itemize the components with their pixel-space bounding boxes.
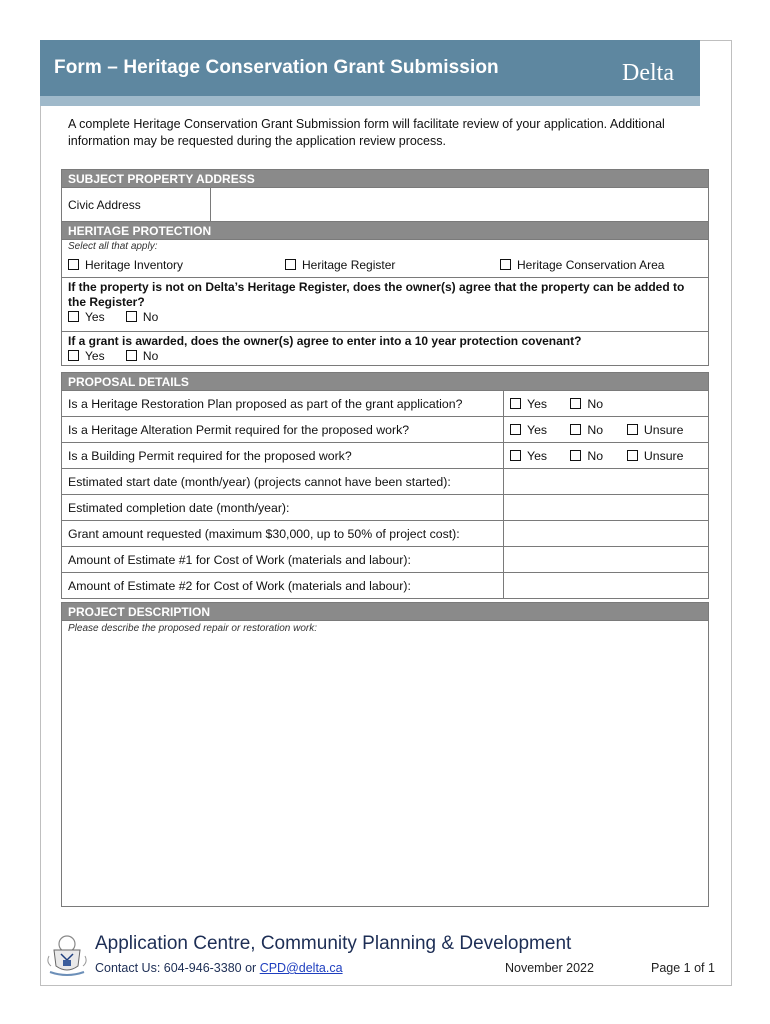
building-yes-checkbox[interactable] <box>510 449 567 463</box>
footer-contact <box>95 961 343 975</box>
yes-label: Yes <box>527 448 548 463</box>
checkbox-icon <box>627 424 638 435</box>
select-all-note: Select all that apply: <box>68 241 158 252</box>
restoration-yes-checkbox[interactable] <box>510 397 567 411</box>
description-table <box>61 602 709 907</box>
register-no-checkbox[interactable] <box>126 310 158 325</box>
alteration-no-checkbox[interactable] <box>570 423 623 437</box>
covenant-no-checkbox[interactable] <box>126 349 158 364</box>
estimate2-label: Amount of Estimate #2 for Cost of Work (materials and labour): <box>62 573 504 599</box>
checkbox-icon <box>126 311 137 322</box>
yes-label: Yes <box>527 396 548 411</box>
footer-date: November 2022 <box>505 961 594 975</box>
email-link[interactable]: CPD@delta.ca <box>259 961 343 975</box>
proposal-table <box>61 372 709 599</box>
option-label: Heritage Conservation Area <box>517 258 665 272</box>
checkbox-icon <box>627 450 638 461</box>
project-description-field[interactable] <box>62 621 709 907</box>
checkbox-icon <box>570 398 581 409</box>
heritage-conservation-area-checkbox[interactable] <box>500 258 664 272</box>
start-date-field[interactable] <box>504 469 709 495</box>
grant-amount-label: Grant amount requested (maximum $30,000, up to 50% of project cost): <box>62 521 504 547</box>
checkbox-icon <box>68 311 79 322</box>
heritage-register-checkbox[interactable] <box>285 258 395 272</box>
checkbox-icon <box>126 350 137 361</box>
estimate1-label: Amount of Estimate #1 for Cost of Work (materials and labour): <box>62 547 504 573</box>
checkbox-icon <box>510 450 521 461</box>
no-label: No <box>142 310 159 324</box>
register-yes-checkbox[interactable] <box>68 310 105 325</box>
section-proposal-details: PROPOSAL DETAILS <box>62 373 709 391</box>
estimate2-field[interactable] <box>504 573 709 599</box>
alteration-yes-checkbox[interactable] <box>510 423 567 437</box>
option-label: Heritage Inventory <box>85 258 184 272</box>
footer-title: Application Centre, Community Planning & Development <box>95 933 572 954</box>
completion-date-label: Estimated completion date (month/year): <box>62 495 504 521</box>
yes-label: Yes <box>85 349 105 363</box>
civic-address-field[interactable] <box>211 188 709 222</box>
yes-label: Yes <box>527 422 548 437</box>
heritage-inventory-checkbox[interactable] <box>68 258 183 272</box>
building-unsure-checkbox[interactable] <box>627 449 684 463</box>
section-project-description: PROJECT DESCRIPTION <box>62 603 709 621</box>
register-question: If the property is not on Delta’s Heritage Register, does the owner(s) agree that the property can be added to the Register? <box>68 280 685 309</box>
checkbox-icon <box>68 350 79 361</box>
unsure-label: Unsure <box>643 422 684 437</box>
building-no-checkbox[interactable] <box>570 449 623 463</box>
start-date-label: Estimated start date (month/year) (projects cannot have been started): <box>62 469 504 495</box>
option-label: Heritage Register <box>302 258 396 272</box>
intro-text: A complete Heritage Conservation Grant Submission form will facilitate review of your application. Additional information may be requested during the application review process. <box>68 117 665 148</box>
civic-address-label: Civic Address <box>62 188 211 222</box>
page-number: Page 1 of 1 <box>651 961 715 975</box>
alteration-permit-question: Is a Heritage Alteration Permit required for the proposed work? <box>62 417 504 443</box>
section-heritage-protection: HERITAGE PROTECTION <box>62 222 709 240</box>
form-title: Form – Heritage Conservation Grant Submission <box>54 57 499 78</box>
section-subject-property: SUBJECT PROPERTY ADDRESS <box>62 170 709 188</box>
property-table <box>61 169 709 366</box>
alteration-unsure-checkbox[interactable] <box>627 423 684 437</box>
description-note: Please describe the proposed repair or restoration work: <box>68 623 318 634</box>
no-label: No <box>587 448 604 463</box>
restoration-plan-question: Is a Heritage Restoration Plan proposed as part of the grant application? <box>62 391 504 417</box>
checkbox-icon <box>68 259 79 270</box>
contact-text: Contact Us: 604-946-3380 or <box>95 961 260 975</box>
covenant-yes-checkbox[interactable] <box>68 349 105 364</box>
checkbox-icon <box>510 398 521 409</box>
header-brush-edge <box>40 96 700 106</box>
checkbox-icon <box>570 424 581 435</box>
checkbox-icon <box>500 259 511 270</box>
no-label: No <box>587 422 604 437</box>
estimate1-field[interactable] <box>504 547 709 573</box>
form-header <box>40 40 700 104</box>
building-permit-question: Is a Building Permit required for the proposed work? <box>62 443 504 469</box>
grant-amount-field[interactable] <box>504 521 709 547</box>
checkbox-icon <box>285 259 296 270</box>
checkbox-icon <box>570 450 581 461</box>
yes-label: Yes <box>85 310 105 324</box>
covenant-question: If a grant is awarded, does the owner(s) agree to enter into a 10 year protection covenant? <box>68 334 582 348</box>
no-label: No <box>587 396 604 411</box>
completion-date-field[interactable] <box>504 495 709 521</box>
unsure-label: Unsure <box>643 448 684 463</box>
checkbox-icon <box>510 424 521 435</box>
no-label: No <box>142 349 159 363</box>
delta-crest-icon <box>46 930 88 978</box>
delta-logo: Delta <box>622 60 674 86</box>
restoration-no-checkbox[interactable] <box>570 397 603 411</box>
